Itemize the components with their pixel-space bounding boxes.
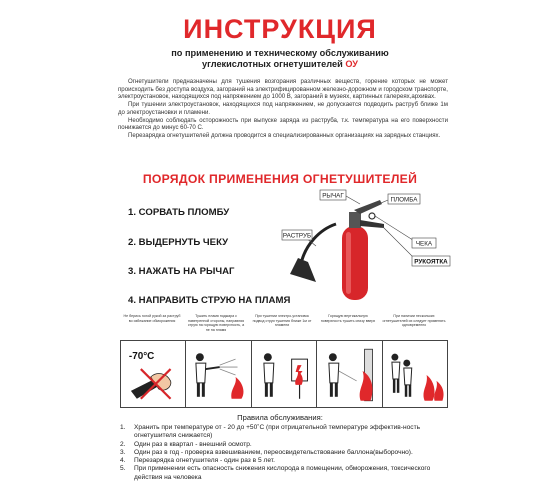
pin-ring <box>369 213 375 219</box>
extinguisher-diagram <box>276 186 456 306</box>
rules-list <box>120 424 450 482</box>
instruction-poster <box>100 10 460 493</box>
subtitle-type-code: ОУ <box>345 59 358 69</box>
spray-icon <box>220 359 238 375</box>
valve-head <box>349 212 361 228</box>
cylinder-body <box>342 226 368 300</box>
subtitle-line-1: по применению и техническому обслуживанию <box>171 48 389 58</box>
handle-shape <box>360 220 384 228</box>
rule-item: 1. Хранить при температуре от - 20 до +50˚С (при отрицательной температуре эффектив-ность огнетушителя снижается) <box>120 424 421 440</box>
person-icon <box>403 360 410 367</box>
person-icon <box>196 353 204 361</box>
label-horn: РАСТРУБ <box>282 232 312 240</box>
page-title: ИНСТРУКЦИЯ <box>183 14 377 44</box>
intro-paragraph: Необходимо соблюдать осторожность при выпуске заряда из раструба, т.к. температура на его поверхности понижается до минус 60-70 С. <box>118 116 448 132</box>
person-icon <box>264 353 272 361</box>
pictogram-vertical-surface <box>317 341 382 407</box>
subtitle-text: углекислотных огнетушителей <box>202 59 343 69</box>
pictogram-strip <box>120 340 448 408</box>
rule-item: 4. Перезарядка огнетушителя - один раз в 5 лет. <box>120 457 275 465</box>
rule-item: 3. Один раз в год - проверка взвешиванием, переосвидетельствование баллона(выборочно). <box>120 448 413 456</box>
rule-item: 2. Один раз в квартал - внешний осмотр. <box>120 440 252 448</box>
pictogram-frostbite <box>121 341 186 407</box>
flame-icon <box>434 381 443 401</box>
intro-paragraph: Перезарядка огнетушителей должна проводится в специализированных организациях на зарядных станциях. <box>128 131 441 139</box>
step-2: 2. ВЫДЕРНУТЬ ЧЕКУ <box>128 237 229 248</box>
intro-paragraph: Огнетушители предназначены для тушения возгорания различных веществ, горение которых не может происходить без доступа воздуха, загораний на электрифицированном железно-дорожном и городском транспорте, электроустановок, находящихся под напряжением до 1000 В, загораний в музеях, картинных галереях,архивах. <box>118 78 448 101</box>
label-seal: ПЛОМБА <box>390 196 418 204</box>
panel-caption-1: Не берись голой рукой за раструб во избежание обморожения <box>123 314 181 323</box>
person-icon <box>391 354 398 361</box>
step-4: 4. НАПРАВИТЬ СТРУЮ НА ПЛАМЯ <box>128 295 291 306</box>
panel-caption-3: При тушении электро-установок подвод струи тушения ближе 1м от пламени <box>252 314 312 327</box>
pictogram-electrical <box>252 341 317 407</box>
panel-caption-2: Тушить пламя поджара с наветренной стороны, направляя струю на горящую поверхность, а не на пламя <box>187 314 245 332</box>
intro-text <box>118 78 448 140</box>
label-pin: ЧЕКА <box>415 240 433 248</box>
panel-caption-5: При наличии нескольких огнетушителей их следует применять одновременно <box>382 314 446 327</box>
label-handle: РУКОЯТКА <box>414 258 448 266</box>
person-icon <box>329 353 337 361</box>
lever-shape <box>354 200 382 214</box>
hose-shape <box>302 224 336 260</box>
panel-caption-4: Горящую вертикальную поверхность тушить снизу вверх <box>320 314 376 323</box>
intro-paragraph: При тушении электроустановок, находящихся под напряжением, не допускается подводить раструб ближе 1м до электроустановки и пламени. <box>118 101 448 116</box>
step-1: 1. СОРВАТЬ ПЛОМБУ <box>128 207 230 218</box>
cylinder-highlight <box>346 232 351 294</box>
horn-shape <box>290 258 316 282</box>
flame-icon <box>232 377 244 399</box>
order-section-title: ПОРЯДОК ПРИМЕНЕНИЯ ОГНЕТУШИТЕЛЕЙ <box>142 172 418 186</box>
rules-title: Правила обслуживания: <box>237 413 323 422</box>
label-lever: РЫЧАГ <box>322 192 344 200</box>
pictogram-windward <box>186 341 251 407</box>
step-3: 3. НАЖАТЬ НА РЫЧАГ <box>128 266 235 277</box>
subtitle-line-2 <box>100 59 460 70</box>
temperature-label: -70°С <box>128 351 155 363</box>
rule-item: 5. При применении есть опасность снижения кислорода в помещении, обморожения, токсического действия на человека <box>120 465 431 481</box>
flame-icon <box>423 375 434 401</box>
pictogram-multiple <box>383 341 447 407</box>
